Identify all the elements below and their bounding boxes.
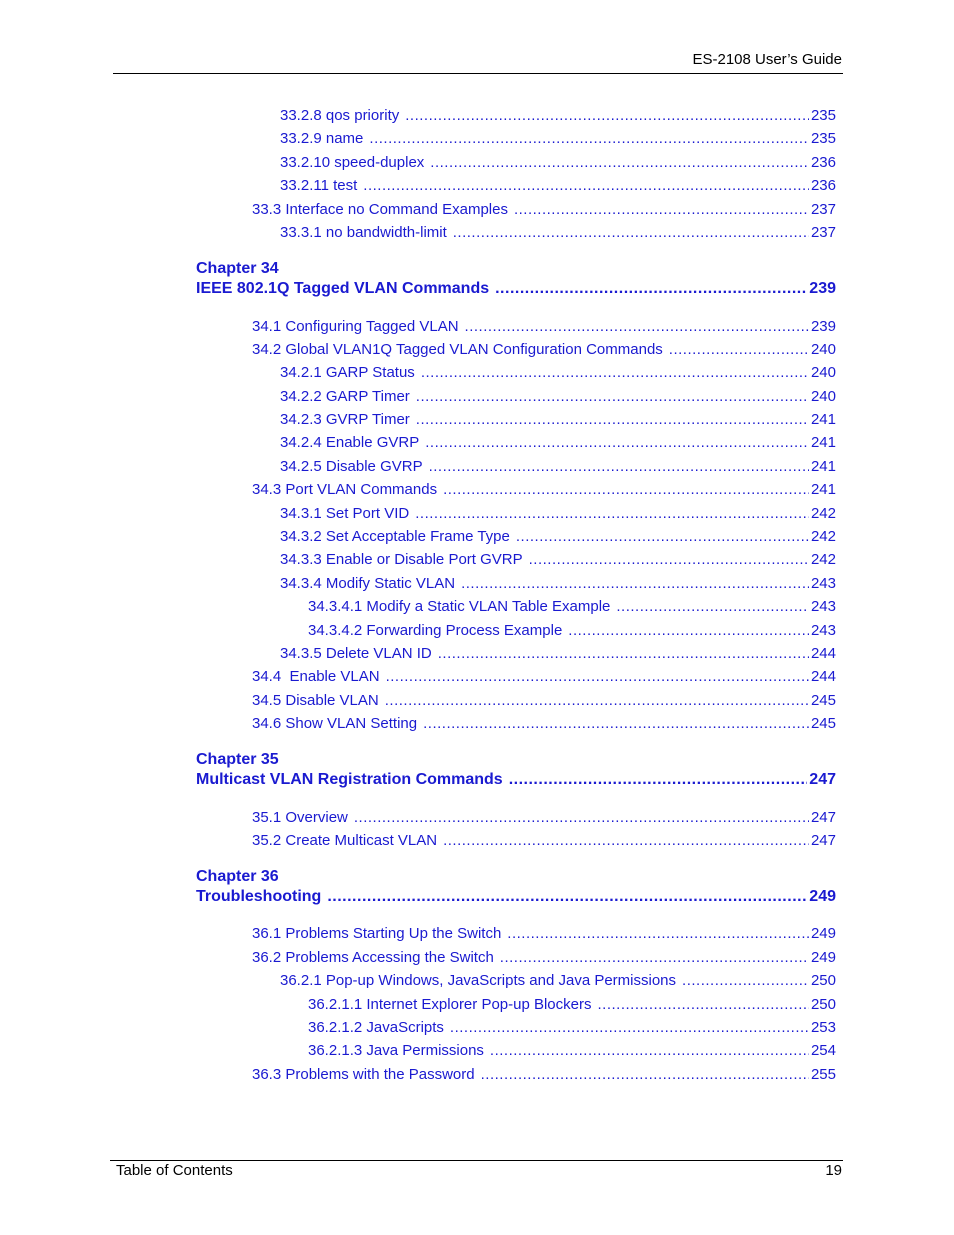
toc-entry-label: 36.1 Problems Starting Up the Switch <box>252 925 502 942</box>
toc-entry-label: 36.2.1.3 Java Permissions <box>308 1042 484 1059</box>
toc-entry-label: 36.3 Problems with the Password <box>252 1066 475 1083</box>
toc-chapter-title: Multicast VLAN Registration Commands <box>196 771 503 788</box>
toc-entry-label: 34.3.4.2 Forwarding Process Example <box>308 622 563 639</box>
toc-entry-label: 33.2.9 name <box>280 130 364 147</box>
toc-entry-page: 241 <box>810 458 836 475</box>
toc-chapter-36[interactable] <box>196 888 836 908</box>
toc-entry-34-2-4[interactable] <box>280 434 836 454</box>
toc-entry-page: 249 <box>810 949 836 966</box>
toc-entry-33-2-11[interactable] <box>280 177 836 197</box>
toc-entry-page: 241 <box>810 411 836 428</box>
chapter-number: Chapter 35 <box>196 751 279 768</box>
toc-entry-label: 34.2.1 GARP Status <box>280 364 415 381</box>
toc-entry-label: 34.3.5 Delete VLAN ID <box>280 645 432 662</box>
toc-entry-33-2-10[interactable] <box>280 154 836 174</box>
toc-entry-page: 247 <box>810 809 836 826</box>
dot-leader <box>363 177 809 194</box>
toc-chapter-34[interactable] <box>196 280 836 300</box>
toc-entry-page: 250 <box>810 996 836 1013</box>
toc-entry-label: 34.2.3 GVRP Timer <box>280 411 410 428</box>
toc-entry-page: 240 <box>810 388 836 405</box>
dot-leader <box>509 771 808 789</box>
toc-entry-35-1[interactable] <box>252 809 836 829</box>
toc-entry-34-3-1[interactable] <box>280 505 836 525</box>
dot-leader <box>516 528 809 545</box>
toc-entry-label: 36.2.1.2 JavaScripts <box>308 1019 444 1036</box>
toc-entry-page: 237 <box>810 224 836 241</box>
toc-entry-34-1[interactable] <box>252 318 836 338</box>
toc-entry-34-3-3[interactable] <box>280 551 836 571</box>
toc-entry-36-3[interactable] <box>252 1066 836 1086</box>
toc-entry-34-2-5[interactable] <box>280 458 836 478</box>
dot-leader <box>514 201 809 218</box>
toc-entry-page: 241 <box>810 481 836 498</box>
dot-leader <box>682 972 809 989</box>
toc-entry-label: 35.1 Overview <box>252 809 348 826</box>
toc-entry-label: 36.2 Problems Accessing the Switch <box>252 949 494 966</box>
dot-leader <box>405 107 809 124</box>
toc-entry-page: 240 <box>810 341 836 358</box>
dot-leader <box>598 996 809 1013</box>
dot-leader <box>430 154 809 171</box>
dot-leader <box>529 551 809 568</box>
toc-chapter-35[interactable] <box>196 771 836 791</box>
toc-entry-36-2-1-3[interactable] <box>308 1042 836 1062</box>
dot-leader <box>568 622 809 639</box>
dot-leader <box>385 692 809 709</box>
toc-entry-page: 253 <box>810 1019 836 1036</box>
toc-entry-label: 36.2.1.1 Internet Explorer Pop-up Blockers <box>308 996 592 1013</box>
footer-page-number: 19 <box>825 1162 842 1179</box>
toc-entry-36-1[interactable] <box>252 925 836 945</box>
dot-leader <box>461 575 809 592</box>
toc-entry-page: 236 <box>810 154 836 171</box>
toc-entry-34-3-5[interactable] <box>280 645 836 665</box>
toc-entry-page: 235 <box>810 130 836 147</box>
toc-entry-page: 244 <box>810 668 836 685</box>
dot-leader <box>421 364 809 381</box>
dot-leader <box>369 130 809 147</box>
toc-entry-36-2-1-2[interactable] <box>308 1019 836 1039</box>
toc-entry-36-2[interactable] <box>252 949 836 969</box>
toc-entry-page: 250 <box>810 972 836 989</box>
toc-entry-34-2[interactable] <box>252 341 836 361</box>
chapter-number: Chapter 36 <box>196 868 279 885</box>
toc-entry-label: 36.2.1 Pop-up Windows, JavaScripts and Java Permissions <box>280 972 677 989</box>
toc-entry-page: 243 <box>810 575 836 592</box>
toc-entry-33-3-1[interactable] <box>280 224 836 244</box>
toc-entry-page: 249 <box>809 888 836 905</box>
toc-entry-34-3-4[interactable] <box>280 575 836 595</box>
toc-entry-page: 247 <box>810 832 836 849</box>
toc-entry-page: 242 <box>810 505 836 522</box>
toc-entry-page: 254 <box>810 1042 836 1059</box>
toc-entry-label: 33.3 Interface no Command Examples <box>252 201 508 218</box>
toc-entry-page: 236 <box>810 177 836 194</box>
toc-entry-label: 34.3 Port VLAN Commands <box>252 481 438 498</box>
toc-entry-label: 33.3.1 no bandwidth-limit <box>280 224 447 241</box>
toc-entry-label: 34.4 Enable VLAN <box>252 668 380 685</box>
toc-entry-33-2-9[interactable] <box>280 130 836 150</box>
toc-entry-page: 242 <box>810 551 836 568</box>
toc-entry-33-2-8[interactable] <box>280 107 836 127</box>
toc-entry-34-4[interactable] <box>252 668 836 688</box>
toc-entry-label: 34.2.5 Disable GVRP <box>280 458 423 475</box>
toc-entry-label: 33.2.11 test <box>280 177 358 194</box>
toc-entry-36-2-1-1[interactable] <box>308 996 836 1016</box>
toc-entry-34-3-2[interactable] <box>280 528 836 548</box>
toc-entry-34-3[interactable] <box>252 481 836 501</box>
toc-entry-page: 240 <box>810 364 836 381</box>
dot-leader <box>450 1019 809 1036</box>
dot-leader <box>386 668 809 685</box>
toc-entry-35-2[interactable] <box>252 832 836 852</box>
toc-entry-33-3[interactable] <box>252 201 836 221</box>
dot-leader <box>500 949 809 966</box>
toc-entry-page: 241 <box>810 434 836 451</box>
toc-entry-label: 34.2.2 GARP Timer <box>280 388 410 405</box>
toc-entry-34-2-2[interactable] <box>280 388 836 408</box>
toc-entry-page: 247 <box>809 771 836 788</box>
dot-leader <box>616 598 809 615</box>
dot-leader <box>453 224 809 241</box>
dot-leader <box>416 411 809 428</box>
toc-entry-34-6[interactable] <box>252 715 836 735</box>
toc-entry-36-2-1[interactable] <box>280 972 836 992</box>
toc-entry-label: 34.2 Global VLAN1Q Tagged VLAN Configuration Commands <box>252 341 663 358</box>
dot-leader <box>490 1042 809 1059</box>
dot-leader <box>327 888 807 906</box>
dot-leader <box>495 280 807 298</box>
toc-entry-page: 242 <box>810 528 836 545</box>
toc-entry-label: 34.3.4 Modify Static VLAN <box>280 575 456 592</box>
dot-leader <box>481 1066 809 1083</box>
dot-leader <box>425 434 809 451</box>
toc-entry-label: 34.1 Configuring Tagged VLAN <box>252 318 459 335</box>
toc-entry-label: 34.3.4.1 Modify a Static VLAN Table Example <box>308 598 611 615</box>
toc-entry-label: 34.5 Disable VLAN <box>252 692 379 709</box>
toc-entry-label: 35.2 Create Multicast VLAN <box>252 832 438 849</box>
toc-entry-label: 34.6 Show VLAN Setting <box>252 715 418 732</box>
toc-entry-page: 237 <box>810 201 836 218</box>
dot-leader <box>443 832 809 849</box>
toc-entry-34-3-4-1[interactable] <box>308 598 836 618</box>
footer-rule <box>110 1160 843 1161</box>
toc-entry-page: 245 <box>810 715 836 732</box>
chapter-number: Chapter 34 <box>196 260 279 277</box>
toc-entry-label: 34.3.2 Set Acceptable Frame Type <box>280 528 510 545</box>
dot-leader <box>669 341 809 358</box>
toc-entry-label: 34.3.1 Set Port VID <box>280 505 410 522</box>
toc-entry-34-3-4-2[interactable] <box>308 622 836 642</box>
dot-leader <box>423 715 809 732</box>
dot-leader <box>354 809 809 826</box>
toc-entry-page: 244 <box>810 645 836 662</box>
toc-chapter-title: Troubleshooting <box>196 888 322 905</box>
toc-entry-34-5[interactable] <box>252 692 836 712</box>
toc-entry-34-2-3[interactable] <box>280 411 836 431</box>
dot-leader <box>416 388 809 405</box>
dot-leader <box>465 318 809 335</box>
toc-entry-page: 243 <box>810 622 836 639</box>
toc-entry-label: 33.2.10 speed-duplex <box>280 154 425 171</box>
toc-chapter-title: IEEE 802.1Q Tagged VLAN Commands <box>196 280 490 297</box>
toc-entry-page: 245 <box>810 692 836 709</box>
toc-entry-label: 34.2.4 Enable GVRP <box>280 434 420 451</box>
toc-entry-page: 249 <box>810 925 836 942</box>
toc-entry-page: 255 <box>810 1066 836 1083</box>
toc-entry-label: 34.3.3 Enable or Disable Port GVRP <box>280 551 523 568</box>
dot-leader <box>415 505 809 522</box>
dot-leader <box>429 458 809 475</box>
dot-leader <box>507 925 809 942</box>
toc-entry-34-2-1[interactable] <box>280 364 836 384</box>
toc-entry-page: 235 <box>810 107 836 124</box>
toc-entry-page: 239 <box>810 318 836 335</box>
footer-section-title: Table of Contents <box>116 1162 233 1179</box>
dot-leader <box>443 481 809 498</box>
running-header-title: ES-2108 User’s Guide <box>692 51 842 68</box>
toc-entry-page: 243 <box>810 598 836 615</box>
toc-entry-label: 33.2.8 qos priority <box>280 107 400 124</box>
dot-leader <box>438 645 809 662</box>
toc-entry-page: 239 <box>809 280 836 297</box>
